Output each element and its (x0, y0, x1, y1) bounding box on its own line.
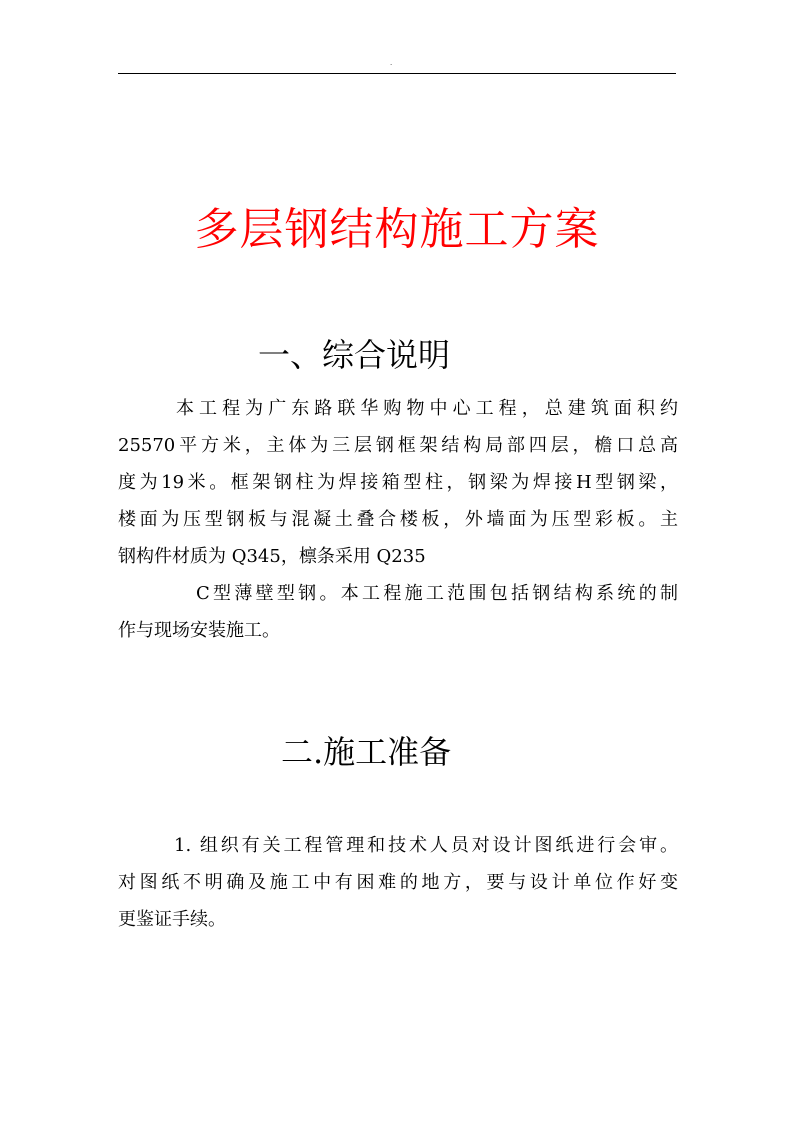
paragraph-line: 1. 组织有关工程管理和技术人员对设计图纸进行会审。 (174, 835, 678, 856)
paragraph-line: C型薄壁型钢。本工程施工范围包括钢结构系统的制 (196, 583, 678, 604)
section-heading-general: 一、综合说明 (258, 336, 451, 374)
paragraph-line: 钢构件材质为 Q345，檩条采用 Q235 (118, 546, 426, 567)
header-mark: . (390, 58, 393, 67)
paragraph-line: 楼面为压型钢板与混凝土叠合楼板，外墙面为压型彩板。主 (118, 509, 678, 530)
section-paragraph-general (118, 390, 678, 649)
paragraph-line: 25570平方米，主体为三层钢框架结构局部四层，檐口总高 (118, 435, 678, 456)
header-rule (118, 73, 676, 74)
paragraph-line: 对图纸不明确及施工中有困难的地方，要与设计单位作好变 (118, 872, 678, 893)
paragraph-line: 本工程为广东路联华购物中心工程，总建筑面积约 (176, 398, 678, 419)
paragraph-line: 更鉴证手续。 (118, 909, 226, 930)
document-title: 多层钢结构施工方案 (194, 204, 600, 255)
section-heading-preparation: 二.施工准备 (281, 733, 452, 771)
section-paragraph-preparation (118, 827, 678, 938)
paragraph-line: 作与现场安装施工。 (118, 620, 280, 641)
paragraph-line: 度为19米。框架钢柱为焊接箱型柱，钢梁为焊接H型钢梁， (118, 472, 678, 493)
